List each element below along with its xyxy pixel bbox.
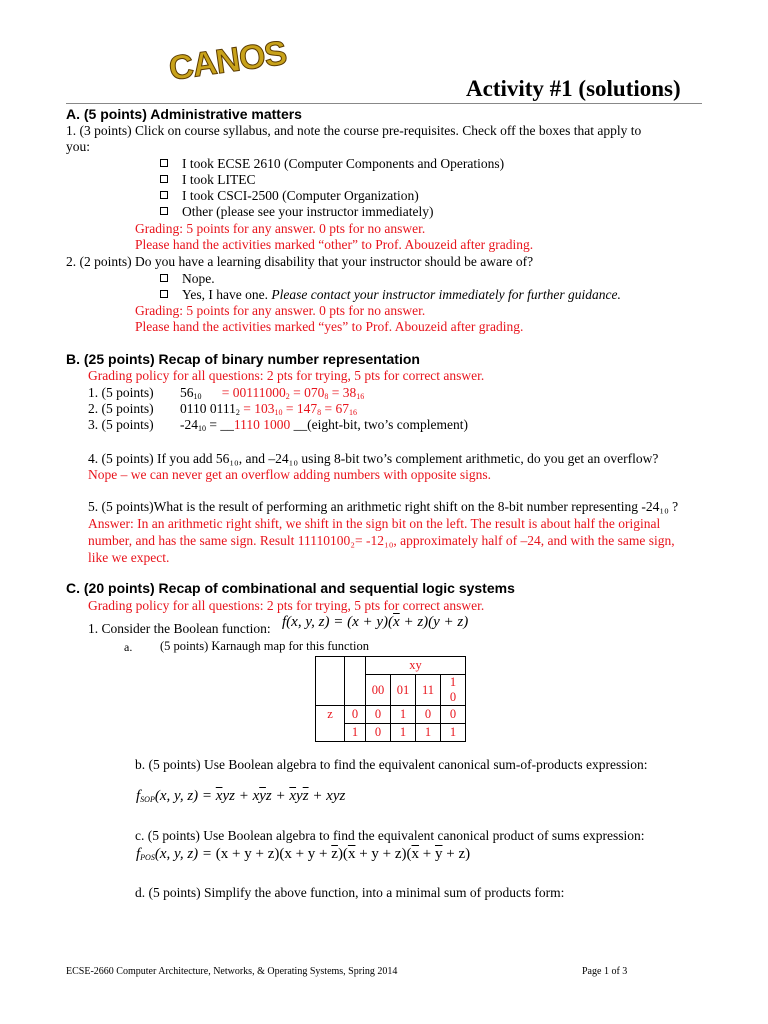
b-policy: Grading policy for all questions: 2 pts for trying, 5 pts for correct answer. bbox=[88, 368, 485, 383]
footer-page-number: Page 1 of 3 bbox=[582, 966, 628, 977]
kmap-cell: 1 bbox=[391, 706, 416, 724]
kmap-col-header-digit: 0 bbox=[449, 690, 457, 704]
b-q2-answer: 0110 $0111_2 = 103_{10} = 147_8 = 67_{16}$ bbox=[180, 401, 357, 417]
kmap-corner bbox=[316, 724, 345, 742]
c-policy: Grading policy for all questions: 2 pts for trying, 5 pts for correct answer. bbox=[88, 598, 485, 613]
checkbox-item bbox=[160, 172, 256, 188]
kmap-cell: 1 bbox=[416, 724, 441, 742]
checkbox-label: I took ECSE 2610 (Computer Components and Operations) bbox=[182, 156, 505, 171]
kmap-corner bbox=[316, 657, 345, 675]
karnaugh-map bbox=[315, 656, 466, 742]
boolean-function: f(x, y, $z) = (x + y)(\overline{x} + z)(y + z)$ bbox=[282, 614, 469, 630]
kmap-cell: 1 bbox=[391, 724, 416, 742]
c-qd: d. (5 points) Simplify the above function, into a minimal sum of products form: bbox=[135, 885, 565, 900]
sop-expression: $f_{SOP}(x$, y, $z) = \overline{x}yz + x\overline{y}z + \overline{x}y\overline{z}$ + xyz bbox=[136, 788, 346, 804]
header-rule bbox=[66, 103, 702, 104]
checkbox-item bbox=[160, 204, 434, 220]
c-qa: (5 points) Karnaugh map for this function bbox=[160, 639, 369, 653]
pos-expression: $f_{POS}(x$, y, $z) = (x + y + z)(x + y + \overline{z})(\overline{x} + y + z)(\overline{x} + \overline{y} + z)$ bbox=[136, 846, 471, 862]
section-a-heading: A. (5 points) Administrative matters bbox=[66, 106, 302, 122]
kmap-col-header: 01 bbox=[391, 675, 416, 706]
c-qa-label: a. bbox=[124, 640, 133, 654]
a-q1-line1: 1. (3 points) Click on course syllabus, and note the course pre-requisites. Check off the boxes that apply to bbox=[66, 123, 642, 138]
a-q1-grading: Grading: 5 points for any answer. 0 pts for no answer. bbox=[135, 221, 426, 236]
b-q2-label: 2. (5 points) bbox=[88, 401, 154, 416]
kmap-cell: 0 bbox=[366, 724, 391, 742]
checkbox-label: Other (please see your instructor immediately) bbox=[182, 204, 434, 219]
kmap-cell: 0 bbox=[416, 706, 441, 724]
kmap-col-header: 00 bbox=[366, 675, 391, 706]
kmap-z-label: z bbox=[316, 706, 345, 724]
b-q4: 4. (5 points) If you add 56₁₀, and –24₁₀ using 8-bit two’s complement arithmetic, do you get an overflow? bbox=[88, 451, 659, 466]
checkbox-item bbox=[160, 287, 621, 303]
kmap-cell: 0 bbox=[366, 706, 391, 724]
section-c-heading: C. (20 points) Recap of combinational and sequential logic systems bbox=[66, 580, 515, 596]
kmap-col-header: 11 bbox=[416, 675, 441, 706]
checkbox-item bbox=[160, 188, 419, 204]
c-qc: c. (5 points) Use Boolean algebra to find the equivalent canonical product of sums expression: bbox=[135, 828, 645, 843]
c-qb: b. (5 points) Use Boolean algebra to find the equivalent canonical sum-of-products expression: bbox=[135, 757, 648, 772]
checkbox-icon bbox=[160, 290, 168, 298]
kmap-corner bbox=[345, 675, 366, 706]
b-q1-label: 1. (5 points) bbox=[88, 385, 154, 400]
checkbox-label: Nope. bbox=[182, 271, 215, 286]
c-q1: 1. Consider the Boolean function: bbox=[88, 621, 271, 636]
b-q3-label: 3. (5 points) bbox=[88, 417, 154, 432]
b-q1-answer: $56_{10}$ = $00111000_2 = 070_8 = 38_{16}$ bbox=[180, 385, 365, 401]
checkbox-label: I took LITEC bbox=[182, 172, 256, 187]
section-b-heading: B. (25 points) Recap of binary number representation bbox=[66, 351, 420, 367]
kmap-cell: 1 bbox=[441, 724, 466, 742]
a-q2-note: Please hand the activities marked “yes” to Prof. Abouzeid after grading. bbox=[135, 319, 524, 334]
kmap-corner bbox=[316, 675, 345, 706]
checkbox-icon bbox=[160, 207, 168, 215]
checkbox-label: I took CSCI-2500 (Computer Organization) bbox=[182, 188, 419, 203]
a-q1-line2: you: bbox=[66, 139, 91, 154]
footer-course: ECSE-2660 Computer Architecture, Networks, & Operating Systems, Spring 2014 bbox=[66, 966, 398, 977]
kmap-cell: 0 bbox=[441, 706, 466, 724]
checkbox-item bbox=[160, 156, 504, 172]
b-q5-answer-1: Answer: In an arithmetic right shift, we shift in the sign bit on the left. The result is about half the original bbox=[88, 516, 661, 531]
kmap-row-header: 0 bbox=[345, 706, 366, 724]
a-q2-line: 2. (2 points) Do you have a learning disability that your instructor should be aware of? bbox=[66, 254, 534, 269]
a-q1-note: Please hand the activities marked “other” to Prof. Abouzeid after grading. bbox=[135, 237, 534, 252]
a-q2-grading: Grading: 5 points for any answer. 0 pts for no answer. bbox=[135, 303, 426, 318]
kmap-corner bbox=[345, 657, 366, 675]
checkbox-icon bbox=[160, 175, 168, 183]
b-q3-answer: $-24_{10}$ = __1110 1000 __(eight-bit, two’s complement) bbox=[180, 417, 468, 433]
b-q5-answer-3: like we expect. bbox=[88, 550, 170, 565]
kmap-col-header-digit: 1 bbox=[449, 675, 457, 689]
checkbox-guidance: Please contact your instructor immediately for further guidance. bbox=[271, 287, 621, 302]
checkbox-item bbox=[160, 271, 215, 287]
b-q4-answer: Nope – we can never get an overflow adding numbers with opposite signs. bbox=[88, 467, 492, 482]
checkbox-icon bbox=[160, 191, 168, 199]
kmap-col-header bbox=[441, 675, 466, 706]
b-q5-answer-2: number, and has the same sign. Result 11110100₂= -12₁₀, approximately half of –24, and with the same sign, bbox=[88, 533, 675, 548]
b-q5: 5. (5 points)What is the result of performing an arithmetic right shift on the 8-bit number representing -24₁₀ ? bbox=[88, 499, 679, 514]
page-title: Activity #1 (solutions) bbox=[466, 76, 681, 101]
checkbox-icon bbox=[160, 274, 168, 282]
kmap-xy-label: xy bbox=[366, 657, 466, 675]
checkbox-icon bbox=[160, 159, 168, 167]
checkbox-label: Yes, I have one. bbox=[182, 287, 268, 302]
canos-logo: CANOS bbox=[166, 33, 289, 89]
kmap-row-header: 1 bbox=[345, 724, 366, 742]
